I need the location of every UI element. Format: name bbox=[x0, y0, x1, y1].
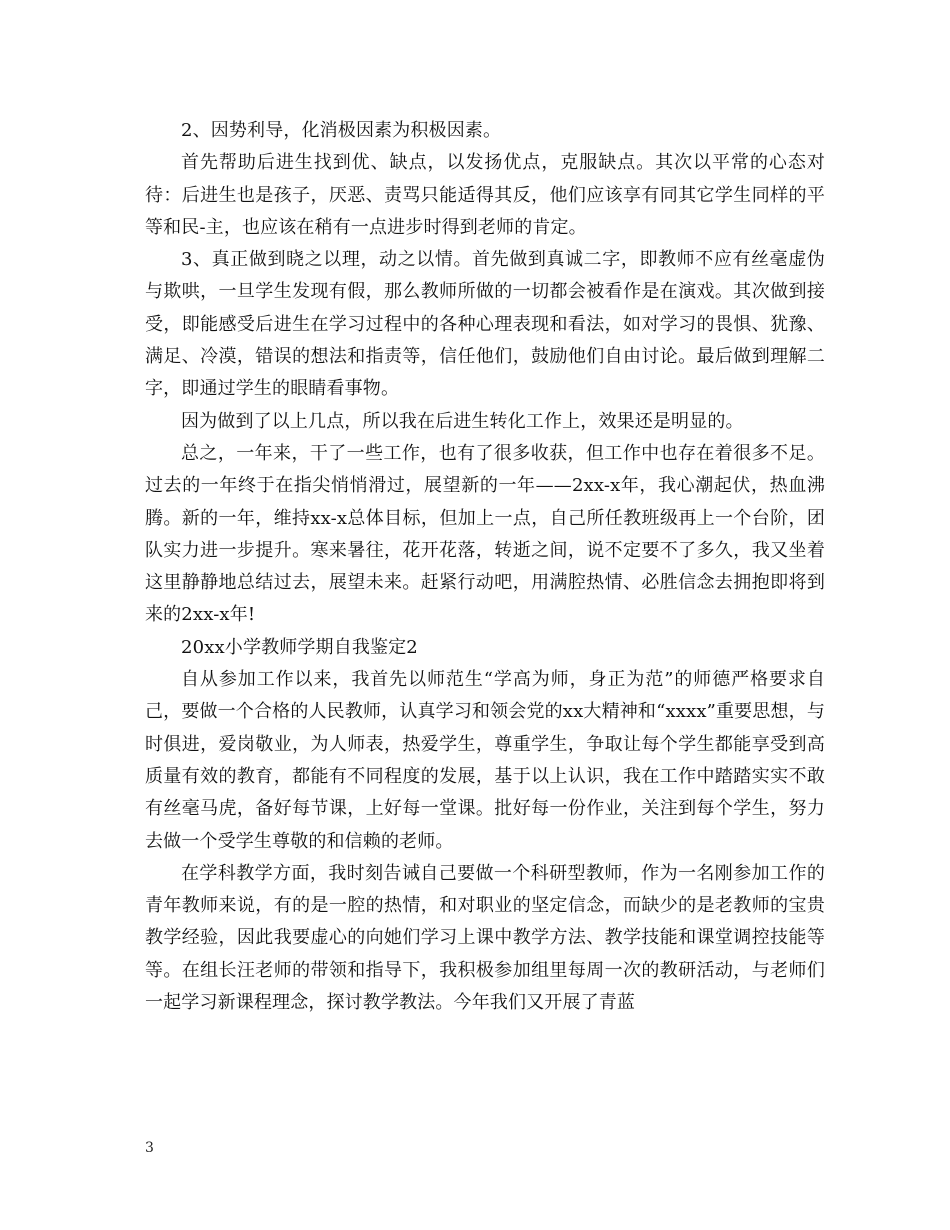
page-number: 3 bbox=[145, 1140, 154, 1156]
paragraph-6: 自从参加工作以来，我首先以师范生“学高为师，身正为范”的师德严格要求自己，要做一个合格的人民教师，认真学习和领会党的xx大精神和“xxxx”重要思想，与时俱进，爱岗敬业，为人师表，热爱学生，尊重学生，争取让每个学生都能享受到高质量有效的教育，都能有不同程度的发展，基于以上认识，我在工作中踏踏实实不敢有丝毫马虎，备好每节课，上好每一堂课。批好每一份作业，关注到每个学生，努力去做一个受学生尊敬的和信赖的老师。 bbox=[145, 669, 825, 852]
paragraph-1: 2、因势利导，化消极因素为积极因素。 bbox=[181, 120, 502, 141]
paragraph-5: 总之，一年来，干了一些工作，也有了很多收获，但工作中也存在着很多不足。过去的一年终于在指尖悄悄滑过，展望新的一年——2xx-x年，我心潮起伏，热血沸腾。新的一年，维持xx-x总体目标，但加上一点，自己所任教班级再上一个台阶，团队实力进一步提升。寒来暑往，花开花落，转逝之间，说不定要不了多久，我又坐着这里静静地总结过去，展望未来。赶紧行动吧，用满腔热情、必胜信念去拥抱即将到来的2xx-x年! bbox=[145, 442, 825, 626]
section-heading: 20xx小学教师学期自我鉴定2 bbox=[181, 636, 418, 658]
document-body bbox=[145, 115, 825, 1019]
paragraph-2: 首先帮助后进生找到优、缺点，以发扬优点，克服缺点。其次以平常的心态对待：后进生也是孩子，厌恶、责骂只能适得其反，他们应该享有同其它学生同样的平等和民-主，也应该在稍有一点进步时得到老师的肯定。 bbox=[145, 152, 825, 238]
paragraph-7: 在学科教学方面，我时刻告诫自己要做一个科研型教师，作为一名刚参加工作的青年教师来说，有的是一腔的热情，和对职业的坚定信念，而缺少的是老教师的宝贵教学经验，因此我要虚心的向她们学习上课中教学方法、教学技能和课堂调控技能等等。在组长汪老师的带领和指导下，我积极参加组里每周一次的教研活动，与老师们一起学习新课程理念，探讨教学教法。今年我们又开展了青蓝 bbox=[145, 862, 825, 1014]
paragraph-3: 3、真正做到晓之以理，动之以情。首先做到真诚二字，即教师不应有丝毫虚伪与欺哄，一旦学生发现有假，那么教师所做的一切都会被看作是在演戏。其次做到接受，即能感受后进生在学习过程中的各种心理表现和看法，如对学习的畏惧、犹豫、满足、冷漠，错误的想法和指责等，信任他们，鼓励他们自由讨论。最后做到理解二字，即通过学生的眼睛看事物。 bbox=[145, 249, 825, 400]
paragraph-4: 因为做到了以上几点，所以我在后进生转化工作上，效果还是明显的。 bbox=[181, 410, 744, 432]
